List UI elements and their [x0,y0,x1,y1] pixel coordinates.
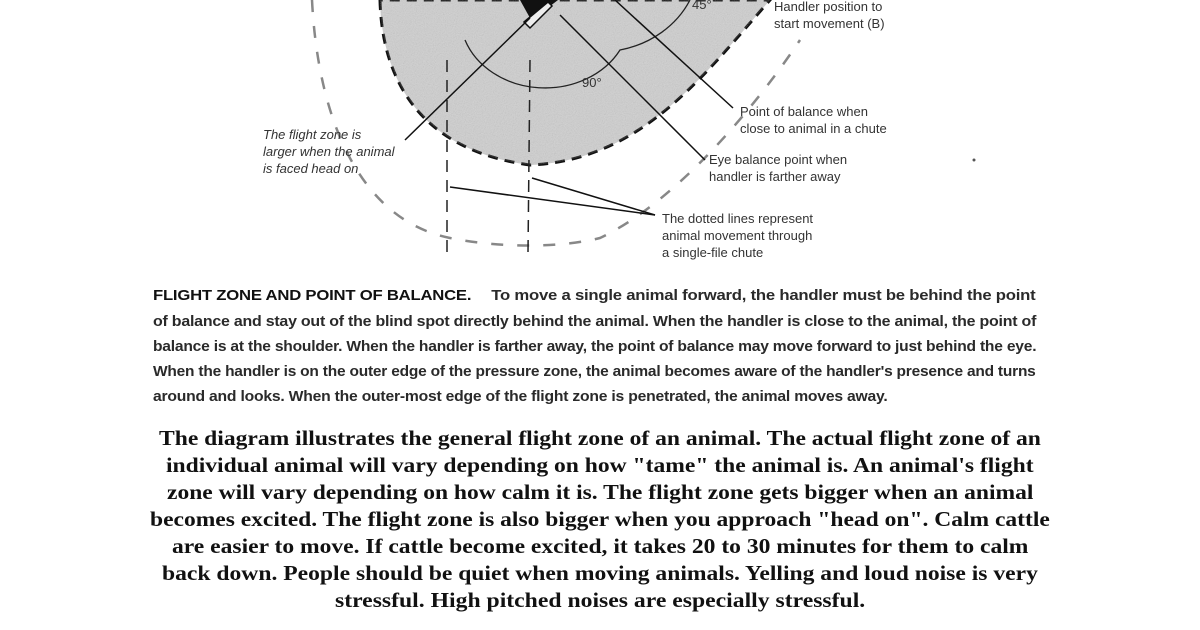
label-line: larger when the animal [263,144,395,159]
label-line: is faced head on [263,161,359,176]
caption-line: around and looks. When the outer-most edge of the flight zone is penetrated, the animal moves away. [153,388,888,405]
label-line: a single-file chute [662,245,764,260]
paragraph-line: stressful. High pitched noises are especially stressful. [335,588,866,612]
flight-zone-diagram [0,0,1200,280]
label-line: animal movement through [662,228,813,243]
angle-90-label: 90° [582,75,602,90]
label-line: The flight zone is [263,127,362,142]
label-line: Handler position to [774,0,883,14]
label-line: The dotted lines represent [662,211,814,226]
paragraph-line: The diagram illustrates the general flight zone of an animal. The actual flight zone of an [159,426,1041,450]
paragraph-line: zone will vary depending on how calm it is. The flight zone gets bigger when an animal [167,480,1034,504]
flight-zone-head-on-label [263,126,395,177]
caption-line [153,287,1035,304]
paragraph-line: are easier to move. If cattle become excited, it takes 20 to 30 minutes for them to calm [172,534,1029,558]
caption-title: FLIGHT ZONE AND POINT OF BALANCE. [153,287,472,304]
caption-line: of balance and stay out of the blind spot directly behind the animal. When the handler is close to the animal, the point of [153,313,1037,330]
handler-position-label [774,0,885,32]
caption-line: balance is at the shoulder. When the handler is farther away, the point of balance may move forward to just behind the eye. [153,338,1037,355]
angle-45-label: 45° [692,0,712,12]
eye-balance-label [709,151,847,185]
paragraph-line: back down. People should be quiet when moving animals. Yelling and loud noise is very [162,561,1038,585]
label-line: Eye balance point when [709,152,848,167]
point-of-balance-label [740,103,887,137]
label-line: handler is farther away [709,169,841,184]
label-line: start movement (B) [774,16,885,31]
label-line: Point of balance when [740,104,868,119]
label-line: close to animal in a chute [740,121,887,136]
dotted-lines-label [662,210,813,261]
paragraph-line: becomes excited. The flight zone is also bigger when you approach "head on". Calm cattle [150,507,1050,531]
caption-line: When the handler is on the outer edge of the pressure zone, the animal becomes aware of the handler's presence and turns [153,363,1036,380]
caption-text: To move a single animal forward, the handler must be behind the point [491,287,1036,304]
paragraph-line: individual animal will vary depending on how "tame" the animal is. An animal's flight [166,453,1034,477]
